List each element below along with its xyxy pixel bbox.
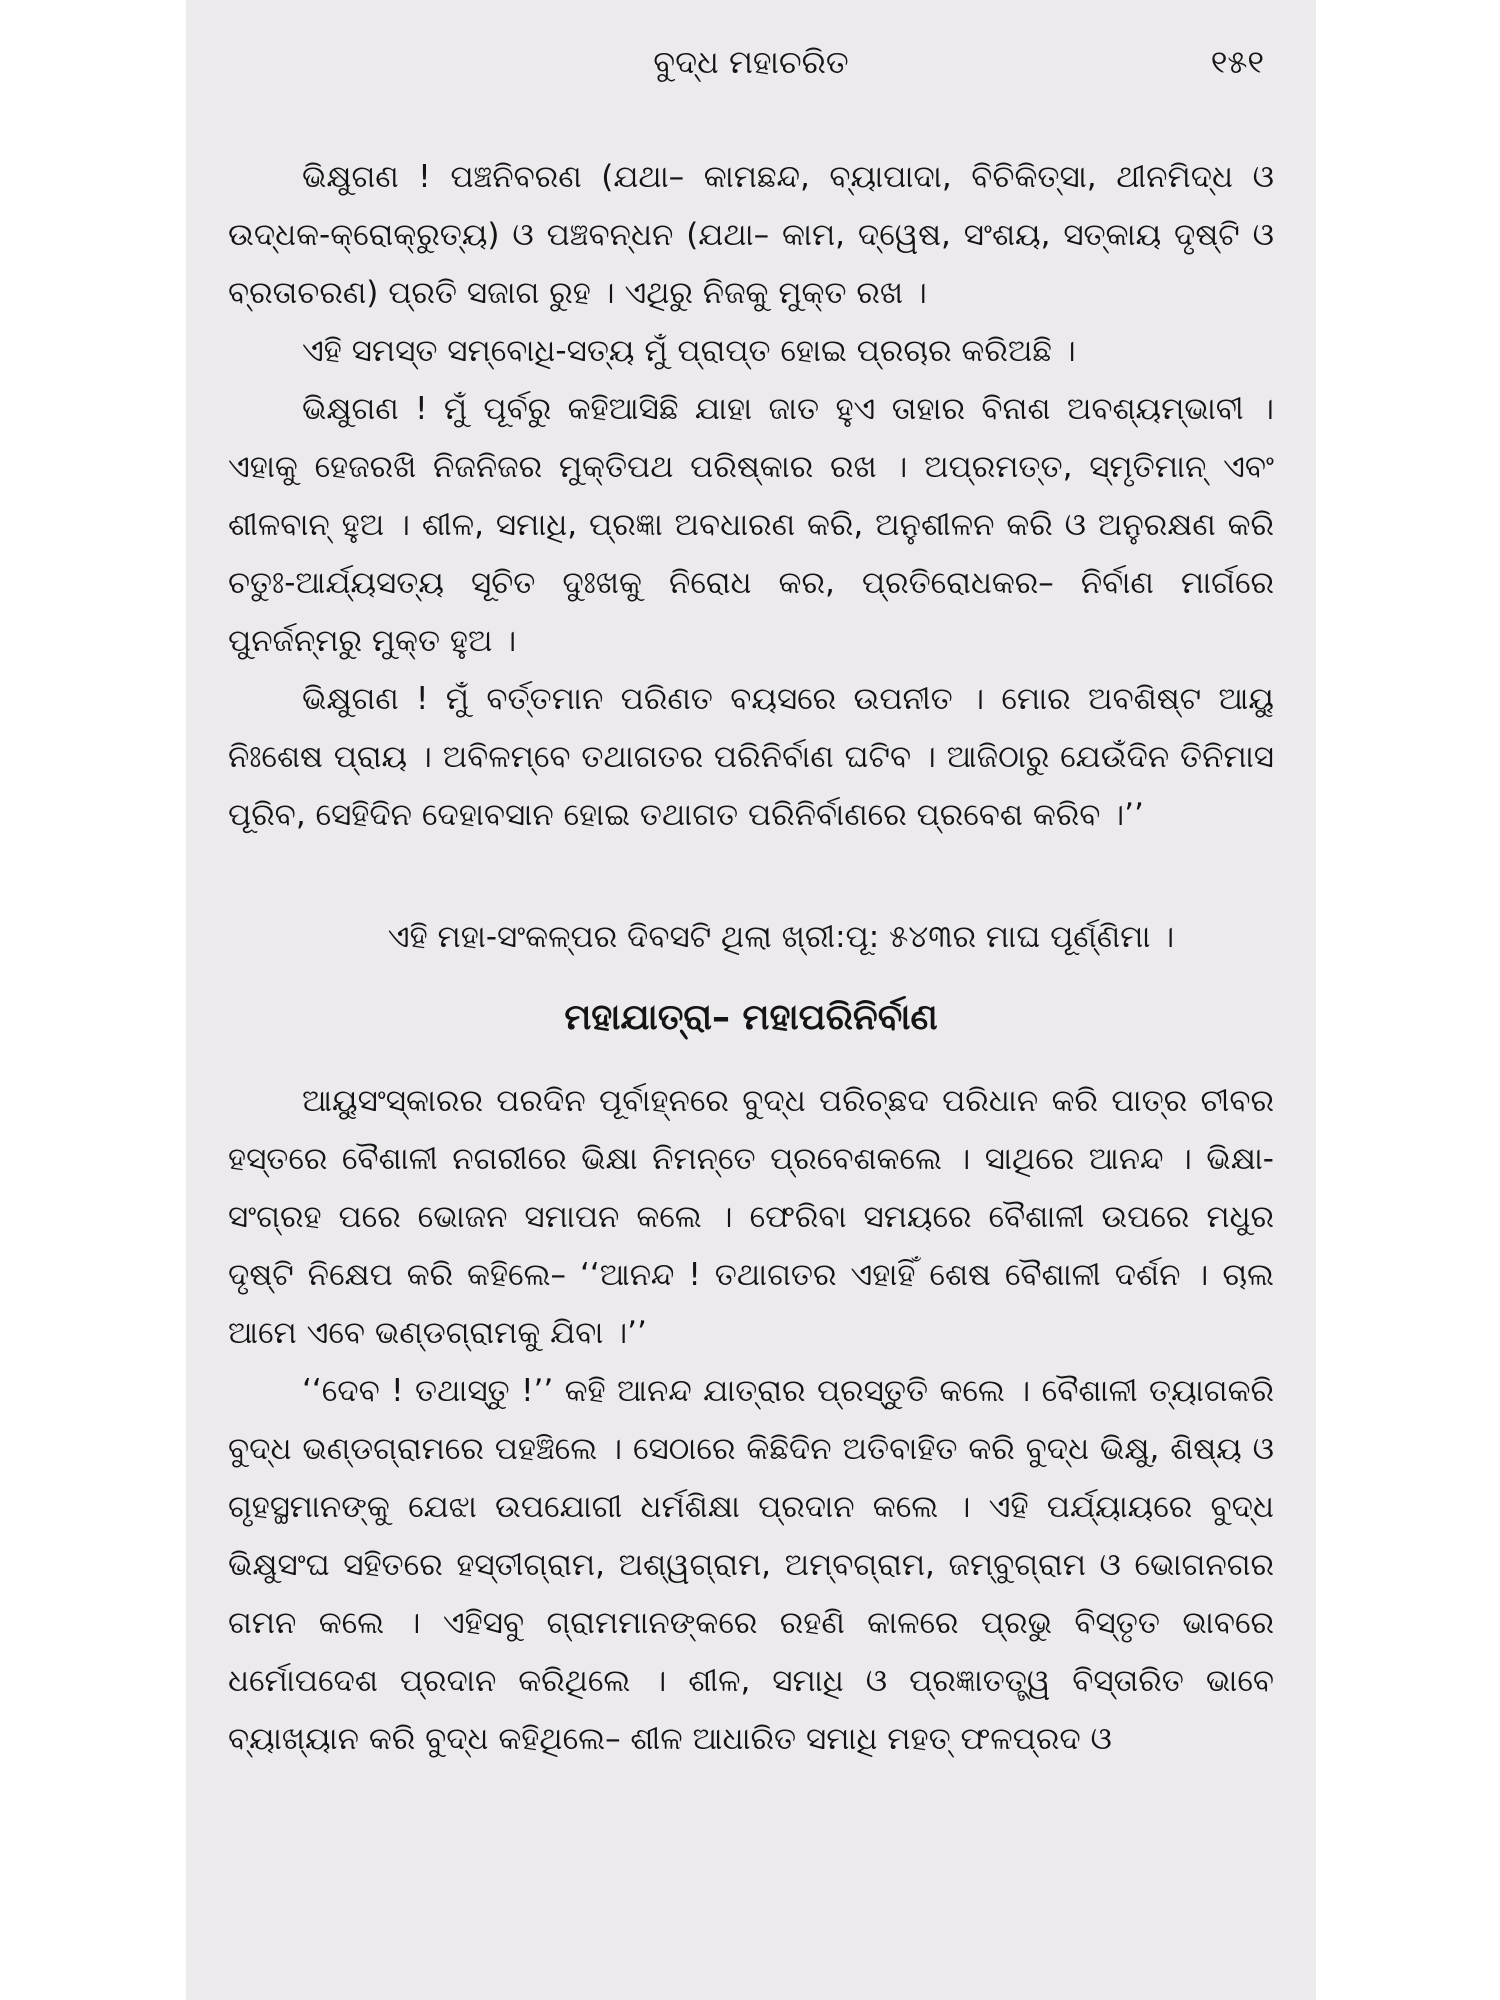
body-text xyxy=(228,148,1274,1768)
paragraph: ଭିକ୍ଷୁଗଣ ! ମୁଁ ବର୍ତ୍ତମାନ ପରିଣତ ବୟସରେ ଉପନୀତ । ମୋର ଅବଶିଷ୍ଟ ଆୟୁ ନିଃଶେଷ ପ୍ରାୟ । ଅବିଳମ୍ବେ ତଥାଗତର ପରିନିର୍ବାଣ ଘଟିବ । ଆଜିଠାରୁ ଯେଉଁଦିନ ତିନିମାସ ପୂରିବ, ସେହିଦିନ ଦେହାବସାନ ହୋଇ ତଥାଗତ ପରିନିର୍ବାଣରେ ପ୍ରବେଶ କରିବ ।’’ xyxy=(228,681,1274,833)
book-page xyxy=(186,0,1316,2000)
date-line: ଏହି ମହା-ସଂକଳ୍ପର ଦିବସଟି ଥିଲା ଖ୍ରୀ:ପୂ: ୫୪୩ର ମାଘ ପୂର୍ଣ୍ଣିମା । xyxy=(387,919,1175,955)
running-title: ବୁଦ୍ଧ ମହାଚରିତ xyxy=(653,43,849,81)
paragraph: ଏହି ସମସ୍ତ ସମ୍ବୋଧି-ସତ୍ୟ ମୁଁ ପ୍ରାପ୍ତ ହୋଇ ପ୍ରଚାର କରିଅଛି । xyxy=(302,333,1076,369)
paragraph: ‘‘ଦେବ ! ତଥାସ୍ତୁ !’’ କହି ଆନନ୍ଦ ଯାତ୍ରାର ପ୍ରସ୍ତୁତି କଲେ । ବୈଶାଳୀ ତ୍ୟାଗକରି ବୁଦ୍ଧ ଭଣ୍ଡଗ୍ରାମରେ ପହଞ୍ଚିଲେ । ସେଠାରେ କିଛିଦିନ ଅତିବାହିତ କରି ବୁଦ୍ଧ ଭିକ୍ଷୁ, ଶିଷ୍ୟ ଓ ଗୃହସ୍ଥମାନଙ୍କୁ ଯେଝା ଉପଯୋଗୀ ଧର୍ମଶିକ୍ଷା ପ୍ରଦାନ କଲେ । ଏହି ପର୍ଯ୍ୟାୟରେ ବୁଦ୍ଧ ଭିକ୍ଷୁସଂଘ ସହିତରେ ହସ୍ତୀଗ୍ରାମ, ଅଶ୍ୱଗ୍ରାମ, ଅମ୍ବଗ୍ରାମ, ଜମ୍ବୁଗ୍ରାମ ଓ ଭୋଗନଗର ଗମନ କଲେ । ଏହିସବୁ ଗ୍ରାମମାନଙ୍କରେ ରହଣି କାଳରେ ପ୍ରଭୁ ବିସ୍ତୃତ ଭାବରେ ଧର୍ମୋପଦେଶ ପ୍ରଦାନ କରିଥିଲେ । ଶୀଳ, ସମାଧି ଓ ପ୍ରଜ୍ଞାତତ୍ତ୍ୱ ବିସ୍ତାରିତ ଭାବେ ବ୍ୟାଖ୍ୟାନ କରି ବୁଦ୍ଧ କହିଥିଲେ– ଶୀଳ ଆଧାରିତ ସମାଧି ମହତ୍ ଫଳପ୍ରଦ ଓ xyxy=(228,1373,1274,1757)
running-header xyxy=(186,32,1316,92)
paragraph: ଭିକ୍ଷୁଗଣ ! ମୁଁ ପୂର୍ବରୁ କହିଆସିଛି ଯାହା ଜାତ ହୁଏ ତାହାର ବିନାଶ ଅବଶ୍ୟମ୍ଭାବୀ । ଏହାକୁ ହେଜରଖି ନିଜନିଜର ମୁକ୍ତିପଥ ପରିଷ୍କାର ରଖ । ଅପ୍ରମତ୍ତ, ସ୍ମୃତିମାନ୍ ଏବଂ ଶୀଳବାନ୍ ହୁଅ । ଶୀଳ, ସମାଧି, ପ୍ରଜ୍ଞା ଅବଧାରଣ କରି, ଅନୁଶୀଳନ କରି ଓ ଅନୁରକ୍ଷଣ କରି ଚତୁଃ-ଆର୍ଯ୍ୟସତ୍ୟ ସୂଚିତ ଦୁଃଖକୁ ନିରୋଧ କର, ପ୍ରତିରୋଧକର– ନିର୍ବାଣ ମାର୍ଗରେ ପୁନର୍ଜନ୍ମରୁ ମୁକ୍ତ ହୁଅ । xyxy=(228,391,1274,659)
section-heading: ମହାଯାତ୍ରା– ମହାପରିନିର୍ବାଣ xyxy=(564,997,938,1038)
paragraph: ଭିକ୍ଷୁଗଣ ! ପଞ୍ଚନିବରଣ (ଯଥା– କାମଛନ୍ଦ, ବ୍ୟାପାଦା, ବିଚିକିତ୍ସା, ଥୀନମିଦ୍ଧ ଓ ଉଦ୍ଧକ-କ୍ରୋକ୍ରୁତ୍ୟ) ଓ ପଞ୍ଚବନ୍ଧନ (ଯଥା– କାମ, ଦ୍ୱେଷ, ସଂଶୟ, ସତ୍କାୟ ଦୃଷ୍ଟି ଓ ବ୍ରତାଚରଣ) ପ୍ରତି ସଜାଗ ରୁହ । ଏଥିରୁ ନିଜକୁ ମୁକ୍ତ ରଖ । xyxy=(228,159,1274,311)
paragraph: ଆୟୁସଂସ୍କାରର ପରଦିନ ପୂର୍ବାହ୍ନରେ ବୁଦ୍ଧ ପରିଚ୍ଛଦ ପରିଧାନ କରି ପାତ୍ର ଚୀବର ହସ୍ତରେ ବୈଶାଳୀ ନଗରୀରେ ଭିକ୍ଷା ନିମନ୍ତେ ପ୍ରବେଶକଲେ । ସାଥିରେ ଆନନ୍ଦ । ଭିକ୍ଷା-ସଂଗ୍ରହ ପରେ ଭୋଜନ ସମାପନ କଲେ । ଫେରିବା ସମୟରେ ବୈଶାଳୀ ଉପରେ ମଧୁର ଦୃଷ୍ଟି ନିକ୍ଷେପ କରି କହିଲେ– ‘‘ଆନନ୍ଦ ! ତଥାଗତର ଏହାହିଁ ଶେଷ ବୈଶାଳୀ ଦର୍ଶନ । ଚାଲ ଆମେ ଏବେ ଭଣ୍ଡଗ୍ରାମକୁ ଯିବା ।’’ xyxy=(228,1083,1274,1351)
spacer xyxy=(228,844,1274,908)
page-number: ୧୫୧ xyxy=(1210,43,1264,81)
